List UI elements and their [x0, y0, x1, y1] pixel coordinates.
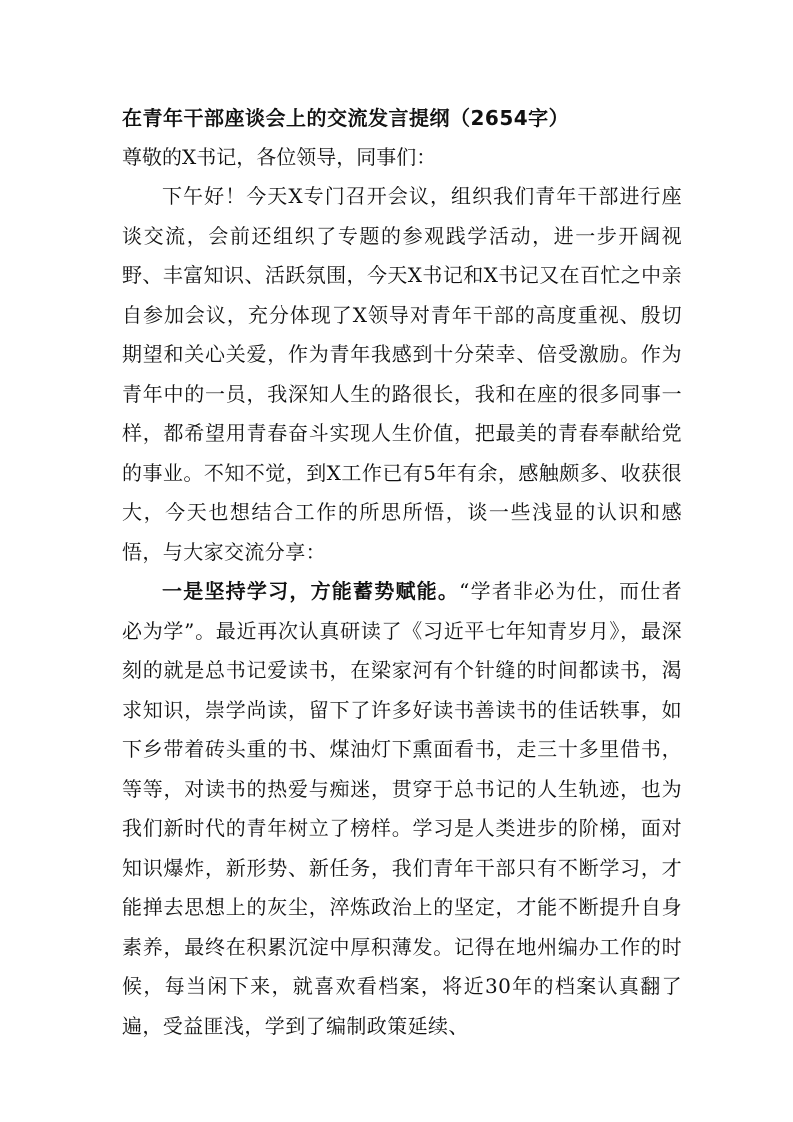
salutation: 尊敬的X书记，各位领导，同事们：: [122, 145, 437, 169]
paragraph-text: “学者非必为仕，而仕者必为学”。最近再次认真研读了《习近平七年知青岁月》，最深刻的就是总书记爱读书，在梁家河有个针缝的时间都读书，渴求知识，崇学尚读，留下了许多好读书善读书的佳话轶事，如下乡带着砖头重的书、煤油灯下熏面看书，走三十多里借书，等等，对读书的热爱与痴迷，贯穿于总书记的人生轨迹，也为我们新时代的青年树立了榜样。学习是人类进步的阶梯，面对知识爆炸，新形势、新任务，我们青年干部只有不断学习，才能掸去思想上的灰尘，淬炼政治上的坚定，才能不断提升自身素养，最终在积累沉淀中厚积薄发。记得在地州编办工作的时候，每当闲下来，就喜欢看档案，将近30年的档案认真翻了遍，受益匪浅，学到了编制政策延续、: [122, 579, 683, 1038]
document-title: 在青年干部座谈会上的交流发言提纲（2654字）: [122, 106, 570, 130]
document-body: [122, 103, 682, 1046]
paragraph-lead-heading: 一是坚持学习，方能蓄势赋能。: [162, 579, 460, 603]
paragraph-text: 下午好！今天X专门召开会议，组织我们青年干部进行座谈交流，会前还组织了专题的参观践学活动，进一步开阔视野、丰富知识、活跃氛围，今天X书记和X书记又在百忙之中亲自参加会议，充分体现了X领导对青年干部的高度重视、殷切期望和关心关爱，作为青年我感到十分荣幸、倍受激励。作为青年中的一员，我深知人生的路很长，我和在座的很多同事一样，都希望用青春奋斗实现人生价值，把最美的青春奉献给党的事业。不知不觉，到X工作已有5年有余，感触颇多、收获很大，今天也想结合工作的所思所悟，谈一些浅显的认识和感悟，与大家交流分享：: [122, 184, 682, 564]
paragraph-point-one: [122, 572, 682, 1046]
paragraph-greeting: [122, 177, 682, 572]
